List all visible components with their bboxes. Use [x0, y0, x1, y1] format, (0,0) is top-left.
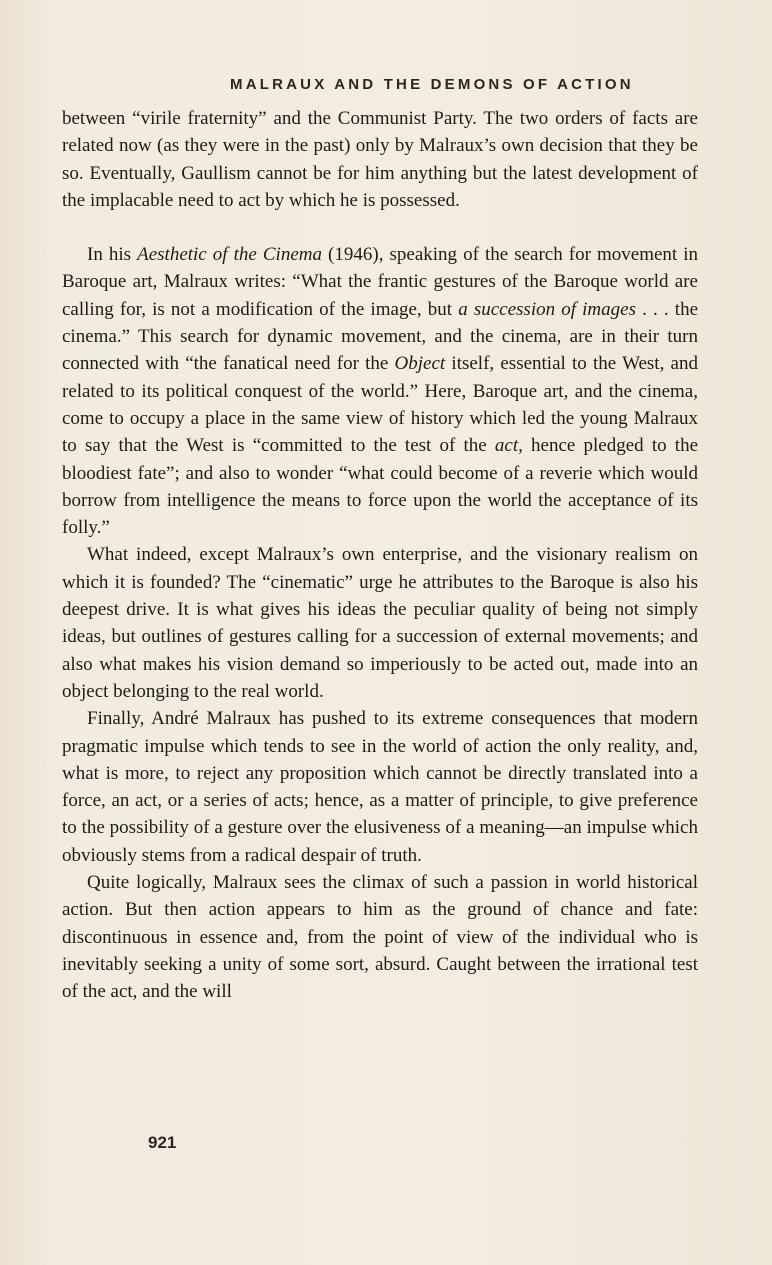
text-run: between “virile fraternity” and the Communist Party. The two orders of facts are related now (as they were in the past) only by Malraux’s own decision that they be so. Eventually, Gaullism cannot be for him anything but the latest development of the implacable need to act by which he is possessed.: [62, 108, 698, 211]
paragraph: [62, 705, 698, 869]
paragraph: [62, 541, 698, 705]
italic-text: Object: [394, 353, 446, 375]
text-run: In his: [87, 244, 138, 266]
text-run: Finally, André Malraux has pushed to its extreme consequences that modern pragmatic impulse which tends to see in the world of action the only reality, and, what is more, to reject any proposition which cannot be directly translated into a force, an act, or a series of acts; hence, as a matter of principle, to give preference to the possibility of a gesture over the elusiveness of a meaning—an impulse which obviously stems from a radical despair of truth.: [62, 708, 698, 866]
text-run: hence pledged to the bloodiest fate”; and also to wonder “what could become of a reverie which would borrow from intelligence the means to force upon the world the acceptance of its folly.”: [62, 435, 699, 539]
body-text: [62, 105, 698, 1006]
paragraph: [62, 241, 698, 541]
paragraph: [62, 105, 698, 214]
text-run: (1946), speaking of the search for movement in Baroque art, Malraux writes: “What the frantic gestures of the Baroque world are calling for, is not a modification of the image, but: [62, 244, 699, 320]
italic-text: act,: [494, 435, 523, 457]
text-run: What indeed, except Malraux’s own enterprise, and the visionary realism on which it is founded? The “cinematic” urge he attributes to the Baroque is also his deepest drive. It is what gives his ideas the peculiar quality of being not simply ideas, but outlines of gestures calling for a succession of external movements; and also what makes his vision demand so imperiously to be acted out, made into an object belonging to the real world.: [62, 544, 698, 702]
italic-text: a succession of images: [458, 298, 636, 320]
running-head: MALRAUX AND THE DEMONS OF ACTION: [230, 76, 634, 93]
italic-text: Aesthetic of the Cinema: [137, 244, 322, 266]
paragraph: [62, 869, 698, 1005]
page-number: 921: [148, 1133, 177, 1152]
text-run: Quite logically, Malraux sees the climax of such a passion in world historical action. But then action appears to him as the ground of chance and fate: discontinuous in essence and, from the point of view of the individual who is inevitably seeking a unity of some sort, absurd. Caught between the irrational test of the act, and the will: [62, 872, 698, 1003]
text-run: itself, essential to the West, and related to its political conquest of the world.” Here, Baroque art, and the cinema, come to occupy a place in the same view of history which led the young Malraux to say that the West is “committed to the test of the: [62, 353, 698, 457]
text-run: . . . the cinema.” This search for dynamic movement, and the cinema, are in their turn connected with “the fanatical need for the: [62, 298, 698, 375]
